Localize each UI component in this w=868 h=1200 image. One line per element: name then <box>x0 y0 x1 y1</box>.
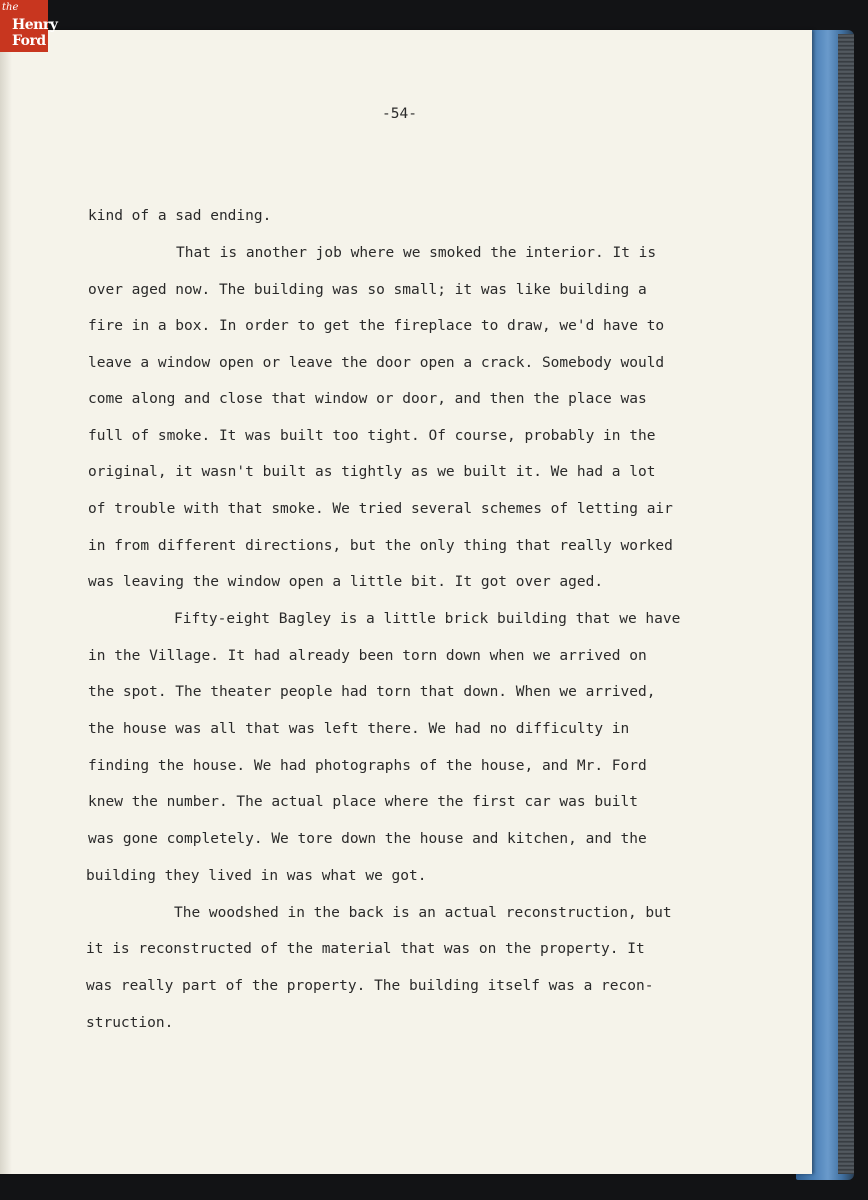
text-line: leave a window open or leave the door open a crack. Somebody would <box>88 355 665 371</box>
page-number: -54- <box>382 106 417 122</box>
text-line: Fifty-eight Bagley is a little brick building that we have <box>174 611 681 627</box>
text-line: original, it wasn't built as tightly as we built it. We had a lot <box>88 464 656 480</box>
book-spine-edge <box>838 34 854 1174</box>
text-line: knew the number. The actual place where the first car was built <box>88 794 638 810</box>
text-line: struction. <box>86 1015 174 1031</box>
text-line: in from different directions, but the only thing that really worked <box>88 538 673 554</box>
text-line: the spot. The theater people had torn that down. When we arrived, <box>88 684 656 700</box>
text-line: it is reconstructed of the material that was on the property. It <box>86 941 645 957</box>
logo-henry: Henry <box>12 17 58 33</box>
text-line: kind of a sad ending. <box>88 208 272 224</box>
book-page <box>0 30 812 1174</box>
text-line: over aged now. The building was so small; it was like building a <box>88 282 647 298</box>
text-line: was gone completely. We tore down the house and kitchen, and the <box>88 831 647 847</box>
text-line: the house was all that was left there. We had no difficulty in <box>88 721 630 737</box>
logo-the: the <box>2 2 19 13</box>
logo-ford: Ford <box>12 33 46 49</box>
text-line: was really part of the property. The building itself was a recon- <box>86 978 654 994</box>
text-line: building they lived in was what we got. <box>86 868 427 884</box>
text-line: fire in a box. In order to get the fireplace to draw, we'd have to <box>88 318 665 334</box>
text-line: come along and close that window or door, and then the place was <box>88 391 647 407</box>
text-line: finding the house. We had photographs of the house, and Mr. Ford <box>88 758 647 774</box>
henry-ford-logo <box>0 0 58 52</box>
page-gutter <box>0 30 12 1174</box>
text-line: was leaving the window open a little bit. It got over aged. <box>88 574 604 590</box>
text-line: in the Village. It had already been torn down when we arrived on <box>88 648 647 664</box>
text-line: That is another job where we smoked the interior. It is <box>176 245 657 261</box>
text-line: of trouble with that smoke. We tried several schemes of letting air <box>88 501 673 517</box>
text-line: full of smoke. It was built too tight. Of course, probably in the <box>88 428 656 444</box>
text-line: The woodshed in the back is an actual reconstruction, but <box>174 905 672 921</box>
